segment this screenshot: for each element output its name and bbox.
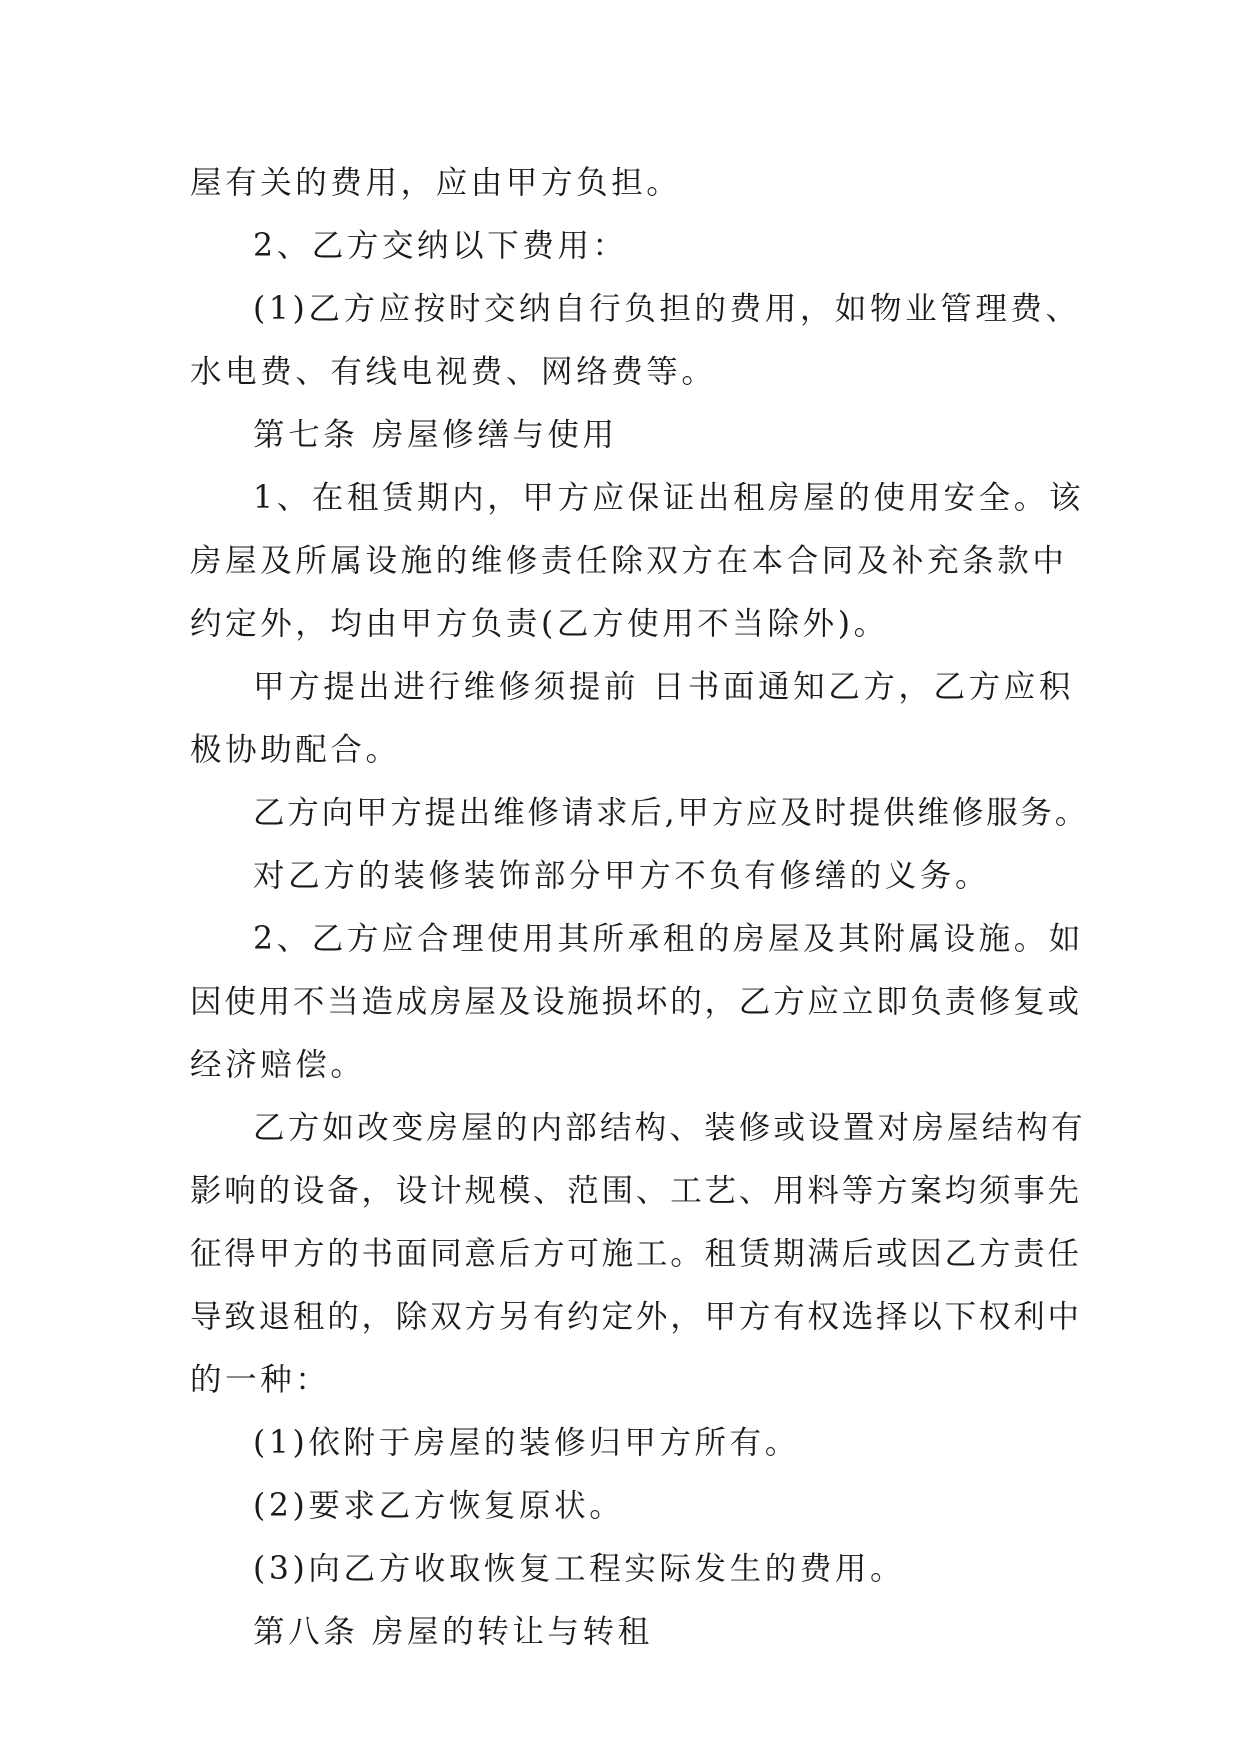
text-line: (1)乙方应按时交纳自行负担的费用，如物业管理费、 bbox=[253, 291, 1081, 327]
text-line: 征得甲方的书面同意后方可施工。租赁期满后或因乙方责任 bbox=[190, 1236, 1082, 1272]
section-heading: 第八条 房屋的转让与转租 bbox=[253, 1614, 653, 1650]
text-line: 水电费、有线电视费、网络费等。 bbox=[190, 354, 717, 390]
text-line: 乙方如改变房屋的内部结构、装修或设置对房屋结构有 bbox=[253, 1110, 1086, 1146]
text-line: 因使用不当造成房屋及设施损坏的，乙方应立即负责修复或 bbox=[190, 984, 1082, 1020]
text-line: 1、在租赁期内，甲方应保证出租房屋的使用安全。该 bbox=[253, 480, 1084, 516]
text-line: 房屋及所属设施的维修责任除双方在本合同及补充条款中 bbox=[190, 543, 1068, 579]
text-line: 约定外，均由甲方负责(乙方使用不当除外)。 bbox=[190, 606, 889, 642]
text-line: 2、乙方应合理使用其所承租的房屋及其附属设施。如 bbox=[253, 921, 1084, 957]
text-line: 的一种： bbox=[190, 1362, 331, 1398]
text-line: 影响的设备，设计规模、范围、工艺、用料等方案均须事先 bbox=[190, 1173, 1082, 1209]
text-line: 对乙方的装修装饰部分甲方不负有修缮的义务。 bbox=[253, 858, 991, 894]
text-line: 乙方向甲方提出维修请求后,甲方应及时提供维修服务。 bbox=[253, 795, 1090, 831]
list-item: (1)依附于房屋的装修归甲方所有。 bbox=[253, 1425, 800, 1461]
text-line: 极协助配合。 bbox=[190, 732, 401, 768]
list-item: (2)要求乙方恢复原状。 bbox=[253, 1488, 625, 1524]
text-line: 甲方提出进行维修须提前 日书面通知乙方，乙方应积 bbox=[253, 669, 1074, 705]
list-item: (3)向乙方收取恢复工程实际发生的费用。 bbox=[253, 1551, 906, 1587]
text-line: 经济赔偿。 bbox=[190, 1047, 366, 1083]
text-line: 2、乙方交纳以下费用： bbox=[253, 228, 628, 264]
text-line: 导致退租的，除双方另有约定外，甲方有权选择以下权利中 bbox=[190, 1299, 1082, 1335]
section-heading: 第七条 房屋修缮与使用 bbox=[253, 417, 618, 453]
text-line: 屋有关的费用，应由甲方负担。 bbox=[190, 165, 682, 201]
